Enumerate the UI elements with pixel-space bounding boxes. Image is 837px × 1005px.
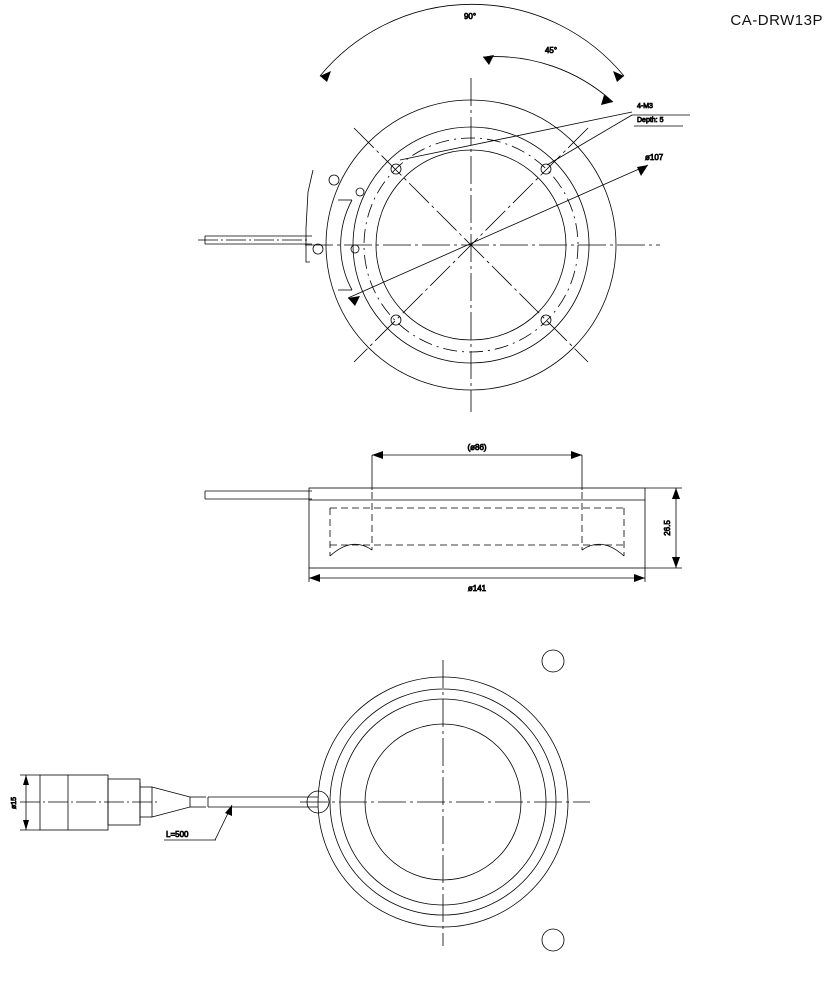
side-view-curve-left — [330, 544, 372, 556]
top-view-angle-90-arrow-left — [320, 71, 331, 82]
top-view-boss-outline — [306, 170, 313, 262]
side-view-outer-dim-arrow-left — [309, 574, 320, 582]
side-view-height-arrow-bottom — [672, 557, 680, 568]
side-view-outer-dim-arrow-right — [634, 574, 645, 582]
top-view-angle-90-arrow-right — [613, 71, 624, 82]
top-view-boss-hole-top — [329, 175, 339, 185]
part-number-label: CA-DRW13P — [730, 12, 823, 29]
top-view-thread-leader-1 — [547, 115, 632, 165]
bottom-view-connector-dim-label: ø15 — [11, 796, 18, 810]
top-view-boss-pin-bottom — [351, 245, 359, 253]
side-view-curve-right — [582, 544, 624, 556]
top-view-screw-hole-1 — [541, 164, 551, 174]
top-view-boss-pin-top — [356, 188, 364, 196]
side-view-height-label: 26.5 — [663, 520, 672, 536]
top-view-screw-hole-4 — [541, 315, 551, 325]
side-view-inner-dim-arrow-right — [571, 451, 582, 459]
side-view-inner-dim-arrow-left — [372, 451, 383, 459]
side-view-group — [205, 443, 682, 593]
side-view-height-arrow-top — [672, 488, 680, 499]
top-view-thread-leader-2 — [400, 112, 632, 160]
bottom-view-connector-shell — [40, 775, 108, 830]
top-view-bolt-circle-arrow-right — [637, 165, 648, 176]
top-view-thread-note-line2: Depth: 5 — [637, 117, 664, 124]
bottom-view-connector-dim-arrow-bottom — [23, 820, 29, 830]
bottom-view-boss-lower-right — [542, 929, 564, 951]
bottom-view-boss-upper-right — [542, 650, 564, 672]
top-view-boss-hole-bottom — [313, 244, 323, 254]
top-view-angle-45-label: 45° — [544, 46, 558, 55]
top-view-bolt-circle-label: ø107 — [645, 153, 664, 162]
side-view-outer-dim-label: ø141 — [467, 584, 487, 593]
bottom-view-group — [11, 650, 590, 951]
top-view-group — [198, 4, 690, 412]
bottom-view-strain-relief — [152, 787, 190, 817]
top-view-screw-hole-3 — [391, 315, 401, 325]
top-view-angle-45-arc — [483, 57, 613, 102]
top-view-bolt-circle-leader — [348, 165, 648, 298]
top-view-thread-note-line1: 4-M3 — [637, 103, 653, 110]
top-view-angle-90-label: 90° — [463, 12, 477, 21]
bottom-view-cable-length-label: L=500 — [166, 830, 189, 839]
bottom-view-connector-dim-arrow-top — [23, 775, 29, 785]
side-view-inner-dim-label: (ø86) — [467, 443, 487, 452]
